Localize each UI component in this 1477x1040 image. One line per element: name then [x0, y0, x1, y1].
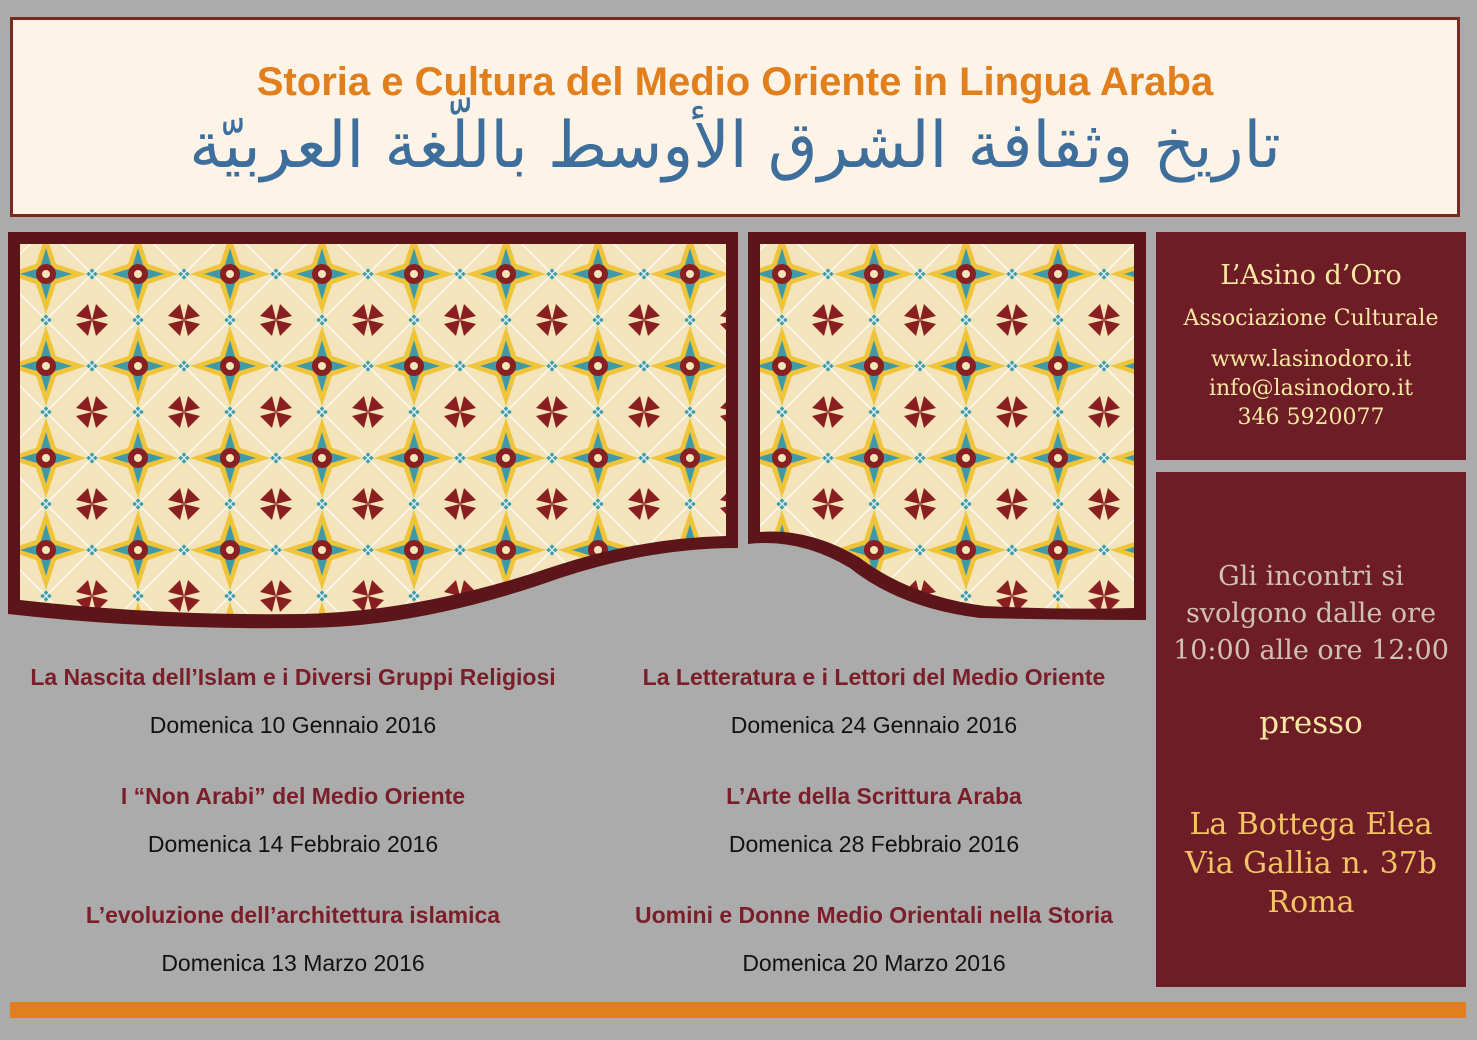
venue-city: Roma [1267, 885, 1355, 920]
hours-line: 10:00 alle ore 12:00 [1173, 635, 1449, 666]
email-link[interactable]: info@lasinodoro.it [1208, 376, 1414, 401]
event-item [584, 781, 1164, 859]
event-title: L’evoluzione dell’architettura islamica [85, 902, 501, 928]
event-item [3, 900, 583, 978]
phone-number: 346 5920077 [1237, 405, 1385, 430]
contact-details [1156, 345, 1466, 432]
event-date: Domenica 14 Febbraio 2016 [147, 831, 439, 857]
event-item [584, 900, 1164, 978]
event-title: I “Non Arabi” del Medio Oriente [120, 783, 466, 809]
event-title: La Nascita dell’Islam e i Diversi Gruppi Religiosi [30, 664, 556, 690]
event-item [3, 781, 583, 859]
venue-info-box [1156, 472, 1466, 987]
bottom-accent-bar [10, 1002, 1466, 1018]
event-item [3, 662, 583, 740]
website-link[interactable]: www.lasinodoro.it [1210, 347, 1412, 372]
event-item [584, 662, 1164, 740]
event-date: Domenica 28 Febbraio 2016 [728, 831, 1020, 857]
event-title: Uomini e Donne Medio Orientali nella Storia [635, 902, 1113, 928]
event-title: La Letteratura e i Lettori del Medio Oriente [642, 664, 1106, 690]
title-arabic: تاريخ وثقافة الشرق الأوسط باللّغة العربيّة [189, 109, 1281, 183]
organizer-type: Associazione Culturale [1183, 306, 1439, 331]
title-italian: Storia e Cultura del Medio Oriente in Lingua Araba [256, 60, 1214, 104]
arabesque-curtains-illustration [0, 228, 1150, 648]
event-date: Domenica 10 Gennaio 2016 [149, 712, 437, 738]
presso-label: presso [1259, 705, 1363, 741]
hours-line: svolgono dalle ore [1185, 598, 1437, 629]
event-date: Domenica 24 Gennaio 2016 [730, 712, 1018, 738]
event-date: Domenica 20 Marzo 2016 [742, 950, 1006, 976]
organizer-info-box [1156, 232, 1466, 460]
meeting-hours [1156, 558, 1466, 669]
venue-street: Via Gallia n. 37b [1185, 846, 1437, 881]
venue-address [1156, 805, 1466, 922]
event-title: L’Arte della Scrittura Araba [726, 783, 1022, 809]
venue-name: La Bottega Elea [1189, 807, 1433, 842]
organizer-name: L’Asino d’Oro [1220, 260, 1402, 291]
event-date: Domenica 13 Marzo 2016 [161, 950, 425, 976]
title-banner [10, 17, 1460, 217]
hours-line: Gli incontri si [1218, 561, 1404, 592]
